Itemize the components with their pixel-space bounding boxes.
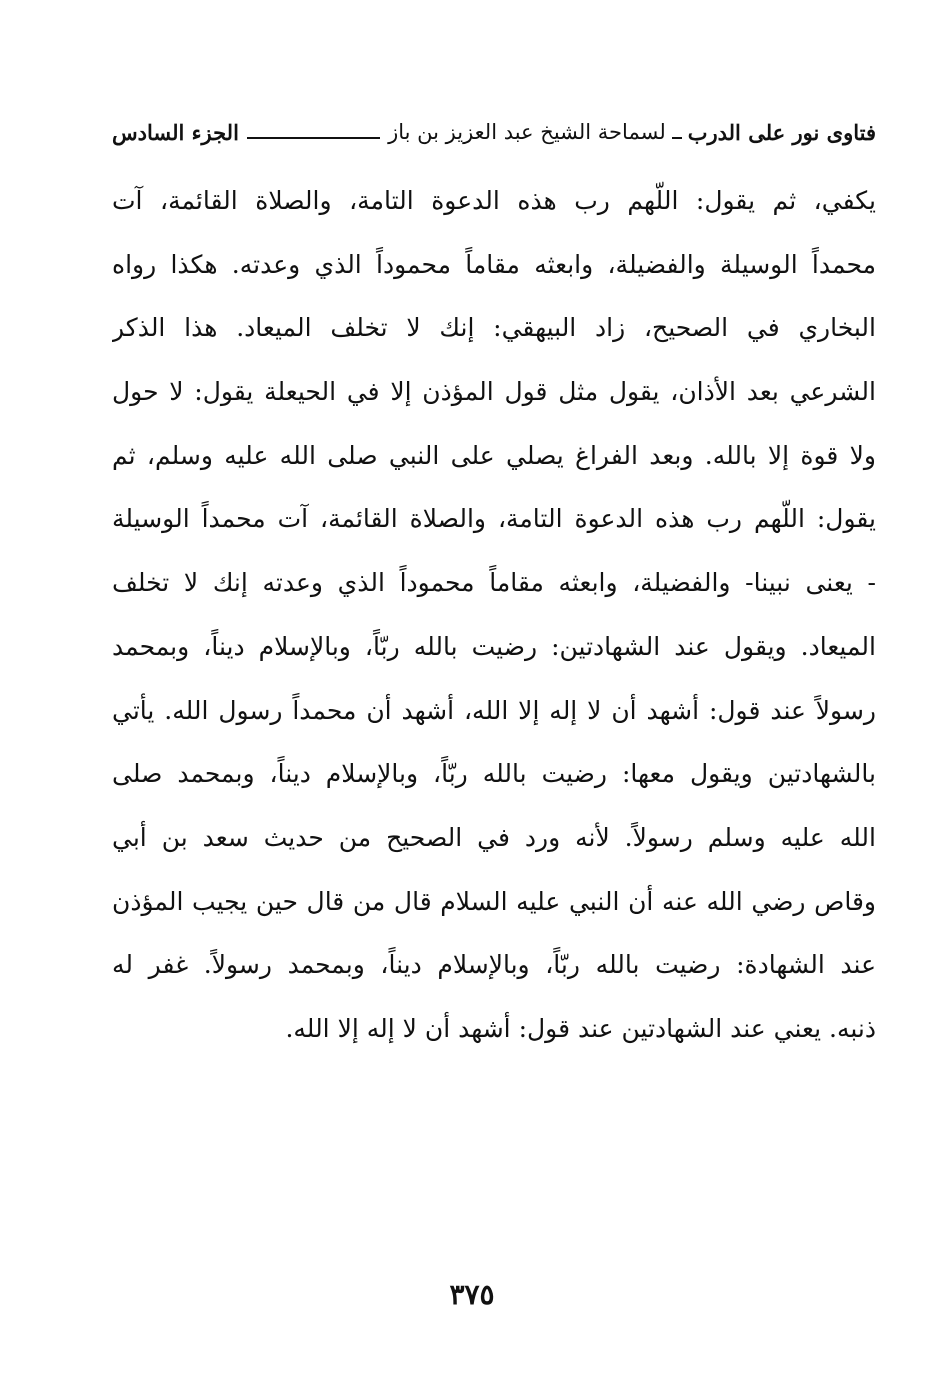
text-line: الشرعي بعد الأذان، يقول مثل قول المؤذن إلا في الحيعلة يقول: لا حول — [112, 377, 876, 407]
page-body — [112, 176, 876, 1068]
volume-label: الجزء السادس — [112, 119, 239, 145]
text-line: محمداً الوسيلة والفضيلة، وابعثه مقاماً محموداً الذي وعدته. هكذا رواه — [112, 249, 876, 279]
text-line: يكفي، ثم يقول: اللّهم رب هذه الدعوة التامة، والصلاة القائمة، آت — [112, 186, 876, 215]
text-line: ولا قوة إلا بالله. وبعد الفراغ يصلي على النبي صلى الله عليه وسلم، ثم — [112, 440, 876, 470]
text-line: الله عليه وسلم رسولاً. لأنه ورد في الصحيح من حديث سعد بن أبي — [112, 822, 876, 852]
running-header — [112, 112, 876, 152]
text-line: يقول: اللّهم رب هذه الدعوة التامة، والصلاة القائمة، آت محمداً الوسيلة — [112, 504, 876, 534]
text-line: ذنبه. يعني عند الشهادتين عند قول: أشهد أن لا إله إلا الله. — [285, 1013, 876, 1043]
text-line: - يعنى نبينا- والفضيلة، وابعثه مقاماً محموداً الذي وعدته إنك لا تخلف — [112, 568, 876, 598]
page-number: ٣٧٥ — [449, 1278, 495, 1311]
text-line: بالشهادتين ويقول معها: رضيت بالله ربّاً، وبالإسلام ديناً، وبمحمد صلى — [112, 759, 876, 789]
header-separator — [672, 137, 682, 139]
book-title: فتاوى نور على الدرب — [687, 119, 876, 145]
text-line: عند الشهادة: رضيت بالله ربّاً، وبالإسلام ديناً، وبمحمد رسولاً. غفر له — [112, 950, 876, 980]
author-name: لسماحة الشيخ عبد العزيز بن باز — [388, 120, 666, 144]
text-line: البخاري في الصحيح، زاد البيهقي: إنك لا تخلف الميعاد. هذا الذكر — [112, 313, 876, 343]
text-line: الميعاد. ويقول عند الشهادتين: رضيت بالله ربّاً، وبالإسلام ديناً، وبمحمد — [112, 631, 876, 661]
text-line: رسولاً عند قول: أشهد أن لا إله إلا الله، أشهد أن محمداً رسول الله. يأتي — [112, 695, 876, 725]
text-line: وقاص رضي الله عنه أن النبي عليه السلام قال من قال حين يجيب المؤذن — [112, 886, 876, 916]
header-rule — [247, 137, 380, 139]
